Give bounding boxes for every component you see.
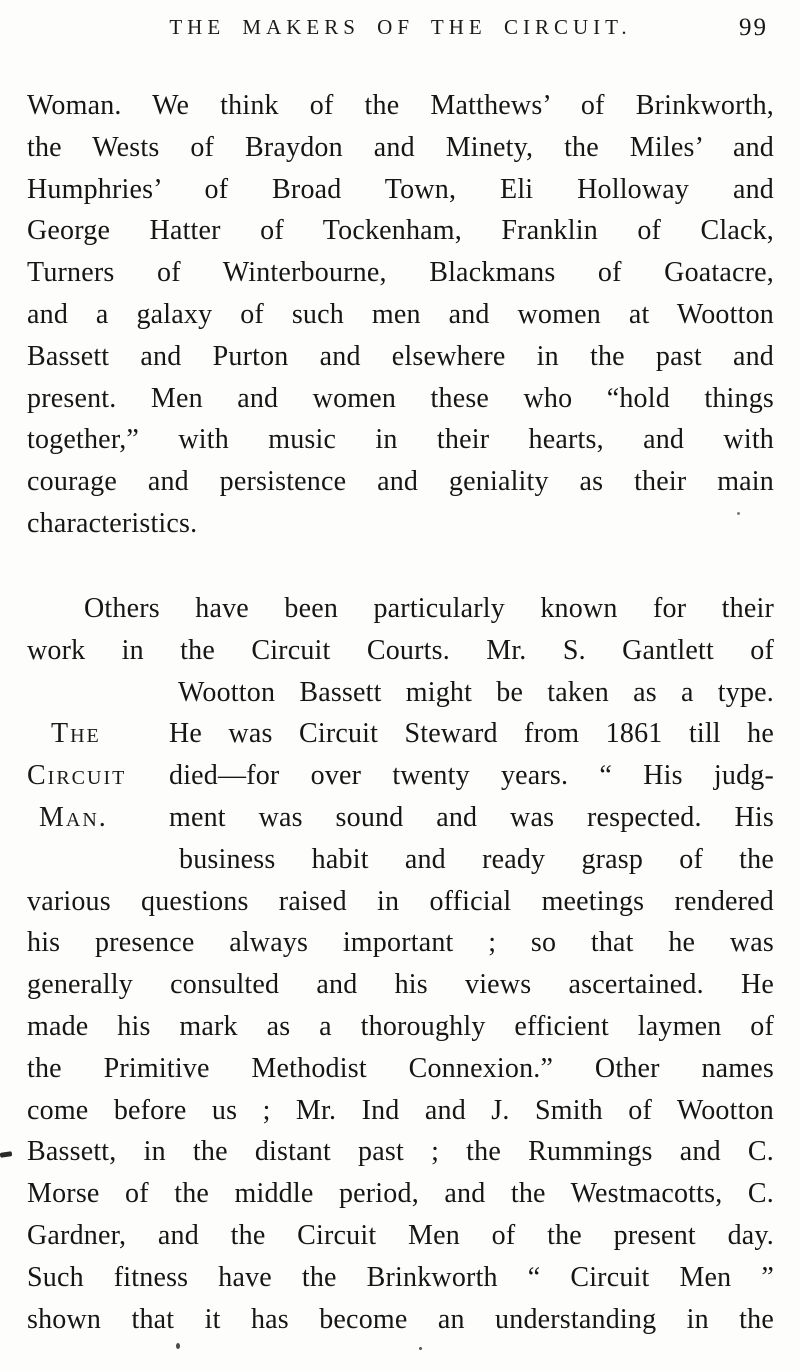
text-line: Morse of the middle period, and the Westmacotts, C. [27, 1178, 774, 1210]
text-line-with-sidenote [27, 713, 774, 755]
text-line: made his mark as a thoroughly efficient laymen of [27, 1010, 774, 1042]
text-line: Bassett, in the distant past ; the Rummings and C. [27, 1136, 774, 1168]
running-header [27, 12, 774, 46]
scan-artifact [737, 512, 740, 515]
text-line: his presence always important ; so that he was [27, 927, 774, 959]
text-line: Humphries’ of Broad Town, Eli Holloway and [27, 173, 774, 205]
text-line: the Primitive Methodist Connexion.” Other names [27, 1052, 774, 1084]
text-line-with-sidenote [27, 755, 774, 797]
scan-artifact [0, 1151, 12, 1158]
sidenote-word: Man. [39, 801, 108, 833]
text-line: died—for over twenty years. “ His judg- [169, 760, 774, 792]
text-line: ment was sound and was respected. His [169, 801, 774, 833]
text-line: George Hatter of Tockenham, Franklin of Clack, [27, 215, 774, 247]
scan-artifact [419, 1347, 422, 1350]
text-line: come before us ; Mr. Ind and J. Smith of Wootton [27, 1094, 774, 1126]
paragraph-one [27, 85, 774, 545]
paragraph-two [27, 588, 774, 1340]
text-line: the Wests of Braydon and Minety, the Miles’ and [27, 131, 774, 163]
text-line: Turners of Winterbourne, Blackmans of Goatacre, [27, 257, 774, 289]
text-line: generally consulted and his views ascertained. He [27, 969, 774, 1001]
text-line: work in the Circuit Courts. Mr. S. Gantlett of [27, 634, 774, 666]
text-line: He was Circuit Steward from 1861 till he [169, 718, 774, 750]
sidenote-word: Circuit [27, 760, 127, 792]
text-line: business habit and ready grasp of the [179, 843, 774, 875]
text-line: Woman. We think of the Matthews’ of Brinkworth, [27, 90, 774, 121]
text-line-with-sidenote [27, 797, 774, 839]
text-line: courage and persistence and geniality as their main [27, 466, 774, 498]
text-line: Gardner, and the Circuit Men of the present day. [27, 1219, 774, 1251]
text-line: together,” with music in their hearts, and with [27, 424, 774, 456]
text-line: present. Men and women these who “hold things [27, 382, 774, 414]
text-line: shown that it has become an understanding in the [27, 1303, 774, 1335]
text-line: Bassett and Purton and elsewhere in the past and [27, 340, 774, 372]
text-line: various questions raised in official meetings rendered [27, 885, 774, 917]
text-line: Others have been particularly known for their [84, 593, 774, 624]
text-line: Such fitness have the Brinkworth “ Circuit Men ” [27, 1261, 774, 1293]
sidenote-word: The [51, 718, 101, 750]
text-line: Wootton Bassett might be taken as a type. [178, 676, 774, 708]
text-line: and a galaxy of such men and women at Wootton [27, 298, 774, 330]
running-title: THE MAKERS OF THE CIRCUIT. [169, 15, 632, 39]
text-line: characteristics. [27, 507, 198, 539]
page-number: 99 [739, 14, 768, 41]
scan-artifact [176, 1343, 180, 1349]
